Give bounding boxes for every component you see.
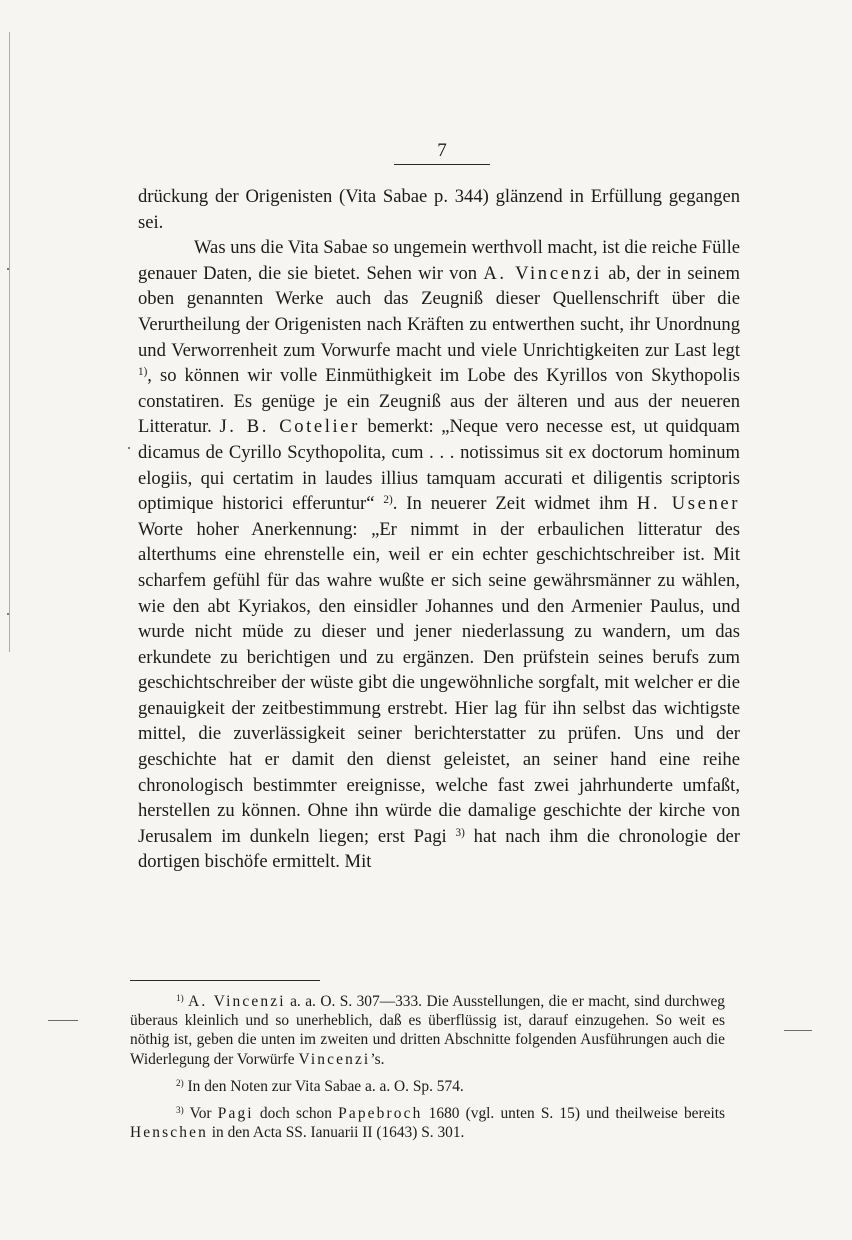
footnote-reference: 1) bbox=[176, 992, 184, 1003]
text-run: , so können wir volle Einmüthigkeit im Lobe des Kyrillos von Skythopolis constatiren. Es genüge je ein Zeugniß aus der älteren und aus der neueren Litteratur. bbox=[138, 365, 740, 438]
spaced-name: H. Usener bbox=[636, 493, 741, 515]
text-run: doch schon bbox=[253, 1105, 339, 1123]
scan-edge-line bbox=[9, 32, 10, 652]
footnote-reference: 3) bbox=[455, 826, 465, 839]
spaced-name: Vincenzi bbox=[298, 1050, 371, 1068]
body-paragraph bbox=[138, 235, 740, 875]
footnote bbox=[130, 1077, 725, 1096]
scan-speck bbox=[128, 447, 130, 449]
text-run: Worte hoher Anerkennung: „Er nimmt in der erbaulichen litteratur des alterthums eine ehrenstelle ein, weil er ein echter geschichtschreiber ist. Mit scharfem gefühl für das wahre wußte er sich seine gewährsmänner zu wählen, wie den abt Kyriakos, den einsidler Johannes und den Armenier Paulus, und wurde nicht müde zu dieser und jener niederlassung zu wandern, um das erkundete zu berichtigen und zu ergänzen. Den prüfstein seines berufs zum geschichtschreiber der wüste gibt die ungewöhnliche sorgfalt, mit welcher er die genauigkeit der zeitbestimmung erstrebt. Hier lag für ihn selbst das wichtigste mittel, die zuverlässigkeit seiner berichterstatter zu prüfen. Uns und der geschichte hat er damit den dienst geleistet, an seiner hand eine reihe chronologisch bestimmter ereignisse, welche fast zwei jahrhunderte umfaßt, herstellen zu können. Ohne ihn würde die damalige geschichte der kirche von Jerusalem im dunkeln liegen; erst Pagi bbox=[138, 518, 740, 847]
text-run: 1680 (vgl. unten S. 15) und theilweise bereits bbox=[422, 1105, 725, 1123]
text-run: Was uns die Vita Sabae so ungemein werthvoll macht, ist die reiche Fülle genauer Daten, die sie bietet. Sehen wir von bbox=[138, 237, 740, 284]
spaced-name: A. Vincenzi bbox=[188, 993, 286, 1010]
text-run: Vor bbox=[183, 1105, 218, 1123]
scan-margin-mark bbox=[48, 1020, 78, 1021]
footnote bbox=[130, 1104, 725, 1142]
scan-margin-mark bbox=[784, 1030, 812, 1031]
spaced-name: Henschen bbox=[130, 1124, 208, 1142]
spaced-name: A. Vincenzi bbox=[483, 262, 602, 284]
footnote-reference: 1) bbox=[138, 366, 148, 379]
footnote-reference: 2) bbox=[176, 1077, 184, 1088]
body-text bbox=[138, 184, 740, 875]
text-run: bemerkt: „Neque vero necesse est, ut quidquam dicamus de Cyrillo Scythopolita, cum . . . notissimus sit ex doctorum hominum elogiis, qui certatim in laudes illius tamquam accurati et diligentis scriptoris optimique historici efferuntur“ bbox=[138, 416, 740, 515]
footnote-separator bbox=[130, 980, 320, 981]
footnote-reference: 3) bbox=[176, 1104, 184, 1115]
scan-speck bbox=[7, 268, 9, 270]
spaced-name: J. B. Cotelier bbox=[219, 416, 360, 438]
footnote bbox=[130, 992, 725, 1069]
text-run: hat nach ihm die chronologie der dortigen bischöfe ermittelt. Mit bbox=[138, 825, 740, 873]
page-number-text: 7 bbox=[437, 140, 447, 161]
text-run: . In neuerer Zeit widmet ihm bbox=[392, 493, 637, 515]
text-run: in den Acta SS. Ianuarii II (1643) S. 301. bbox=[207, 1124, 465, 1142]
scan-speck bbox=[7, 613, 9, 615]
spaced-name: Pagi bbox=[217, 1105, 254, 1123]
text-run: In den Noten zur Vita Sabae a. a. O. Sp. 574. bbox=[183, 1077, 464, 1095]
text-run: ’s. bbox=[370, 1050, 385, 1068]
footnotes bbox=[130, 992, 725, 1150]
text-run: drückung der Origenisten (Vita Sabae p. 344) glänzend in Erfüllung gegangen sei. bbox=[138, 186, 740, 233]
text-run: a. a. O. S. 307—333. Die Ausstellungen, die er macht, sind durchweg überaus kleinlich und so unerheblich, daß es überflüssig ist, darauf einzugehen. So weit es nöthig ist, geben die unten im zweiten und dritten Abschnitte folgenden Ausführungen auch die Widerlegung der Vorwürfe bbox=[130, 993, 725, 1068]
page-number-rule bbox=[394, 164, 490, 165]
footnote-reference: 2) bbox=[383, 494, 393, 506]
text-run: ab, der in seinem oben genannten Werke auch das Zeugniß dieser Quellenschrift über die Verurtheilung der Origenisten nach Kräften zu entwerthen sucht, ihr Unordnung und Verworrenheit zum Vorwurfe macht und viele Unrichtigkeiten zur Last legt bbox=[138, 262, 741, 361]
page-number bbox=[394, 140, 490, 165]
body-paragraph bbox=[138, 184, 740, 235]
spaced-name: Papebroch bbox=[338, 1105, 423, 1123]
